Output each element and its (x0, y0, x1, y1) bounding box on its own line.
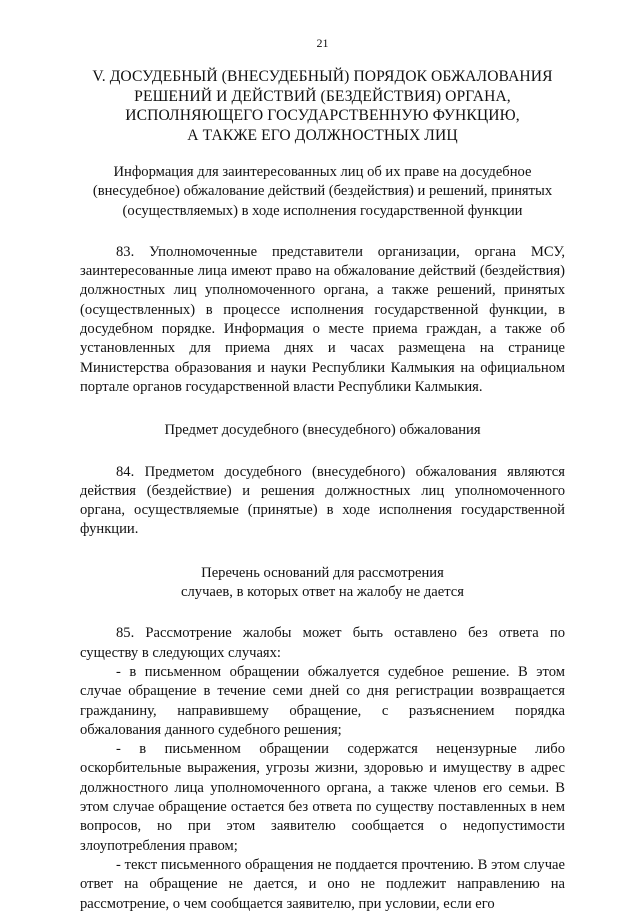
paragraph-83: 83. Уполномоченные представители организации, органа МСУ, заинтересованные лица имеют право на обжалование действий (бездействия) должностных лиц уполномоченного органа, а также решений, принятых (осуществленных) в процессе исполнения государственной функции, в досудебном порядке. Информация о месте приема граждан, а также об установленных для приема днях и часах размещена на странице Министерства образования и науки Республики Калмыкия на официальном портале органов государственной власти Республики Калмыкия. (80, 243, 565, 395)
bullet-item: - текст письменного обращения не поддается прочтению. В этом случае ответ на обращение не дается, и оно не подлежит направлению на рассмотрение, о чем сообщается заявителю, при условии, если его (80, 856, 565, 912)
heading-line: РЕШЕНИЙ И ДЕЙСТВИЙ (БЕЗДЕЙСТВИЯ) ОРГАНА, (134, 87, 511, 105)
heading-line: V. ДОСУДЕБНЫЙ (ВНЕСУДЕБНЫЙ) ПОРЯДОК ОБЖАЛОВАНИЯ (92, 68, 553, 85)
heading-line: ИСПОЛНЯЮЩЕГО ГОСУДАРСТВЕННУЮ ФУНКЦИЮ, (125, 107, 520, 124)
section-title-grounds (80, 564, 565, 603)
section-title-subject (80, 421, 565, 440)
subheading-line: (осуществляемых) в ходе исполнения государственной функции (122, 202, 523, 219)
subheading-line: (внесудебное) обжалование действий (бездействия) и решений, принятых (92, 183, 553, 200)
paragraph-85: 85. Рассмотрение жалобы может быть оставлено без ответа по существу в следующих случаях: (80, 625, 565, 661)
section-title-line: случаев, в которых ответ на жалобу не дается (181, 584, 464, 601)
paragraph-84: 84. Предметом досудебного (внесудебного) обжалования являются действия (бездействие) и решения должностных лиц уполномоченного органа, осуществляемые (принятые) в ходе исполнения государственной функции. (80, 463, 565, 538)
section-title-line: Перечень оснований для рассмотрения (201, 564, 444, 581)
subsection-heading (80, 163, 565, 221)
section-title-line: Предмет досудебного (внесудебного) обжалования (164, 422, 481, 439)
bullet-item: - в письменном обращении обжалуется судебное решение. В этом случае обращение в течение семи дней со дня регистрации возвращается гражданину, направившему обращение, с разъяснением порядка обжалования данного судебного решения; (80, 663, 565, 738)
chapter-heading (80, 67, 565, 145)
page-number: 21 (316, 36, 329, 50)
subheading-line: Информация для заинтересованных лиц об их праве на досудебное (113, 164, 532, 180)
heading-line: А ТАКЖЕ ЕГО ДОЛЖНОСТНЫХ ЛИЦ (187, 126, 458, 144)
bullet-item: - в письменном обращении содержатся нецензурные либо оскорбительные выражения, угрозы жизни, здоровью и имуществу в адрес должностного лица уполномоченного органа, а также членов его семьи. В этом случае обращение остается без ответа по существу поставленных в нем вопросов, но при этом заявителю сообщается о недопустимости злоупотребления правом; (80, 741, 565, 854)
